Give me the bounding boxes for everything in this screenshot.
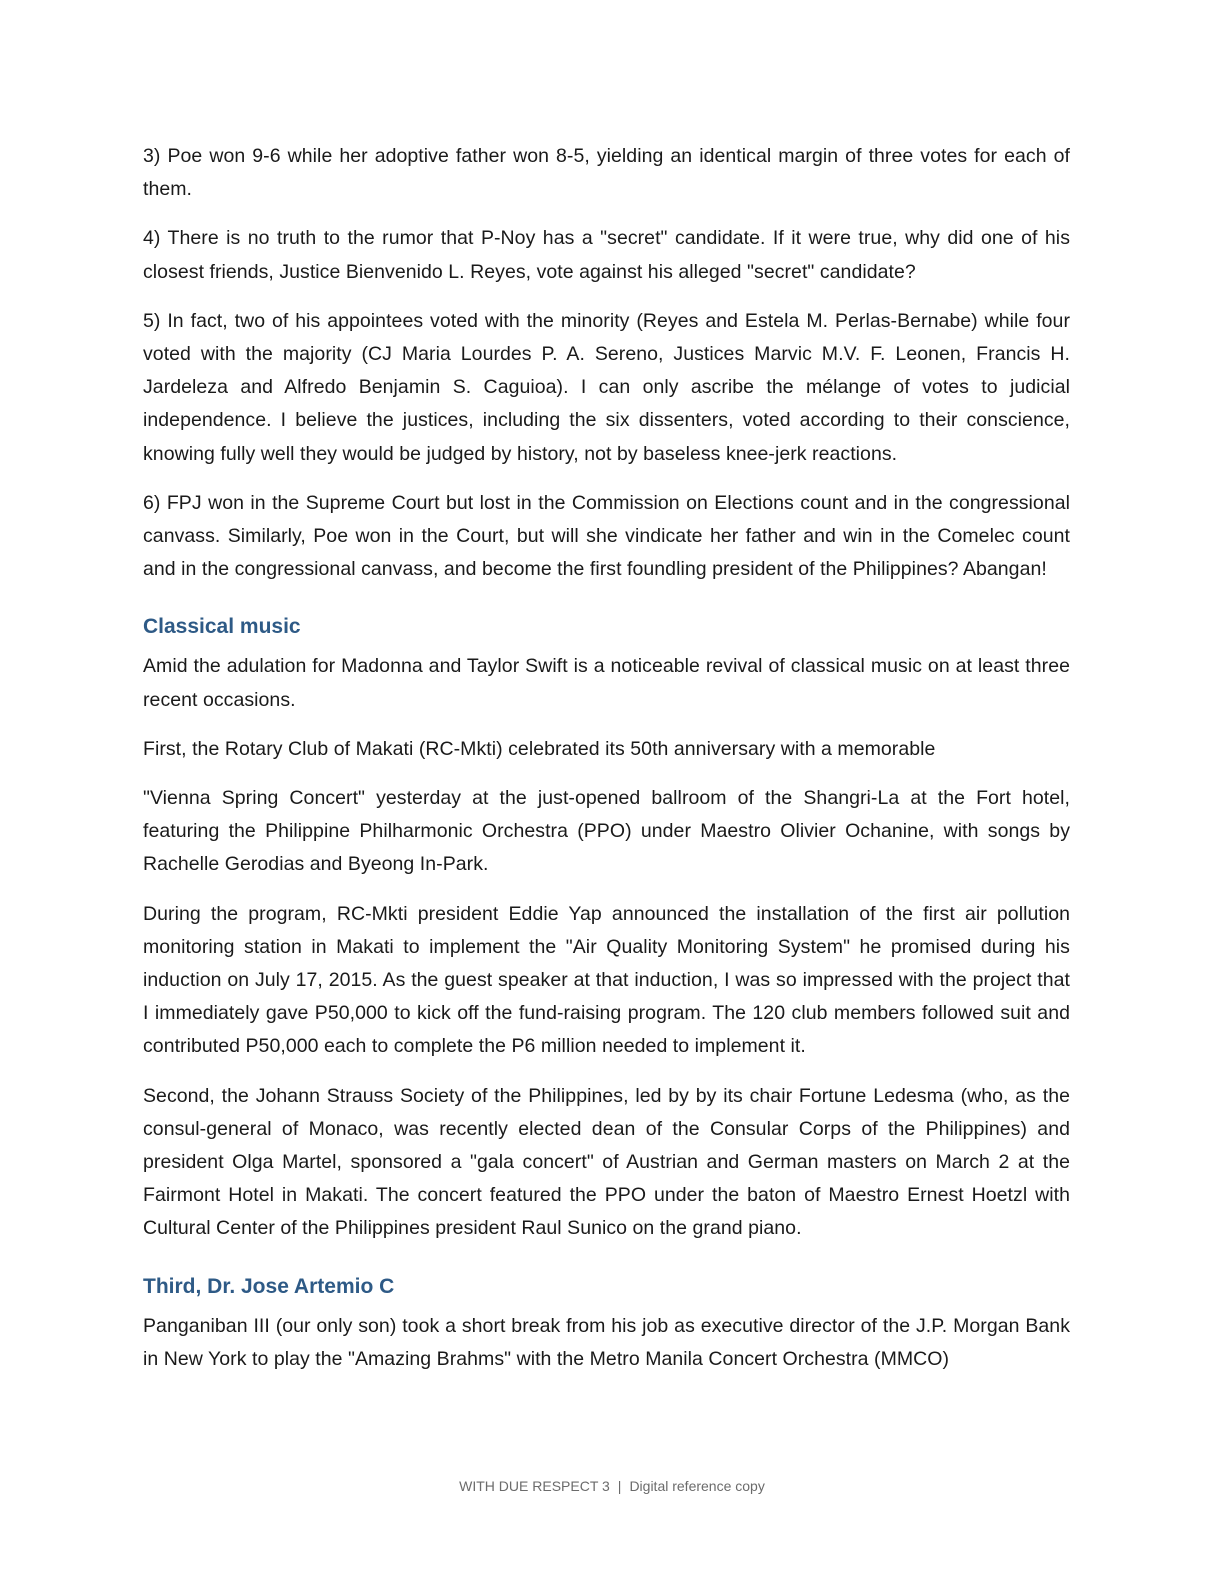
paragraph-classical-intro: Amid the adulation for Madonna and Taylor Swift is a noticeable revival of classical music on at least three recent occasions. — [143, 655, 1070, 711]
document-body — [143, 140, 1070, 1392]
paragraph-vienna-concert: "Vienna Spring Concert" yesterday at the just-opened ballroom of the Shangri-La at the Fort hotel, featuring the Philippine Philharmonic Orchestra (PPO) under Maestro Olivier Ochanine, with songs by Rachelle Gerodias and Byeong In-Park. — [143, 787, 1070, 876]
page-footer — [0, 1478, 1224, 1494]
paragraph-third-occasion: Panganiban III (our only son) took a short break from his job as executive director of the J.P. Morgan Bank in New York to play the "Amazing Brahms" with the Metro Manila Concert Orchestra (MMCO) — [143, 1314, 1070, 1370]
paragraph-point-6: 6) FPJ won in the Supreme Court but lost in the Commission on Elections count and in the congressional canvass. Similarly, Poe won in the Court, but will she vindicate her father and win in the Comelec count and in the congressional canvass, and become the first foundling president of the Philippines? Abangan! — [143, 491, 1070, 581]
paragraph-point-5: 5) In fact, two of his appointees voted with the minority (Reyes and Estela M. Perlas-Bernabe) while four voted with the majority (CJ Maria Lourdes P. A. Sereno, Justices Marvic M.V. F. Leonen, Francis H. Jardeleza and Alfredo Benjamin S. Caguioa). I can only ascribe the mélange of votes to judicial independence. I believe the justices, including the six dissenters, voted according to their conscience, knowing fully well they would be judged by history, not by baseless knee-jerk reactions. — [143, 309, 1070, 465]
footer-separator: | — [617, 1478, 622, 1494]
paragraph-second-occasion: Second, the Johann Strauss Society of the Philippines, led by by its chair Fortune Ledesma (who, as the consul-general of Monaco, was recently elected dean of the Consular Corps of the Philippines) and president Olga Martel, sponsored a "gala concert" of Austrian and German masters on March 2 at the Fairmont Hotel in Makati. The concert featured the PPO under the baton of Maestro Ernest Hoetzl with Cultural Center of the Philippines president Raul Sunico on the grand piano. — [143, 1084, 1070, 1240]
paragraph-point-3: 3) Poe won 9-6 while her adoptive father won 8-5, yielding an identical margin of three votes for each of them. — [143, 145, 1070, 201]
section-heading-third: Third, Dr. Jose Artemio C — [143, 1274, 395, 1298]
paragraph-air-quality: During the program, RC-Mkti president Eddie Yap announced the installation of the first air pollution monitoring station in Makati to implement the "Air Quality Monitoring System" he promised during his induction on July 17, 2015. As the guest speaker at that induction, I was so impressed with the project that I immediately gave P50,000 to kick off the fund-raising program. The 120 club members followed suit and contributed P50,000 each to complete the P6 million needed to implement it. — [143, 902, 1070, 1058]
paragraph-first-occasion: First, the Rotary Club of Makati (RC-Mkti) celebrated its 50th anniversary with a memorable — [143, 737, 936, 760]
paragraph-point-4: 4) There is no truth to the rumor that P-Noy has a "secret" candidate. If it were true, why did one of his closest friends, Justice Bienvenido L. Reyes, vote against his alleged "secret" candidate? — [143, 227, 1070, 283]
footer-note: Digital reference copy — [629, 1478, 765, 1494]
section-heading-classical-music: Classical music — [143, 615, 301, 639]
footer-title: WITH DUE RESPECT 3 — [459, 1478, 610, 1494]
